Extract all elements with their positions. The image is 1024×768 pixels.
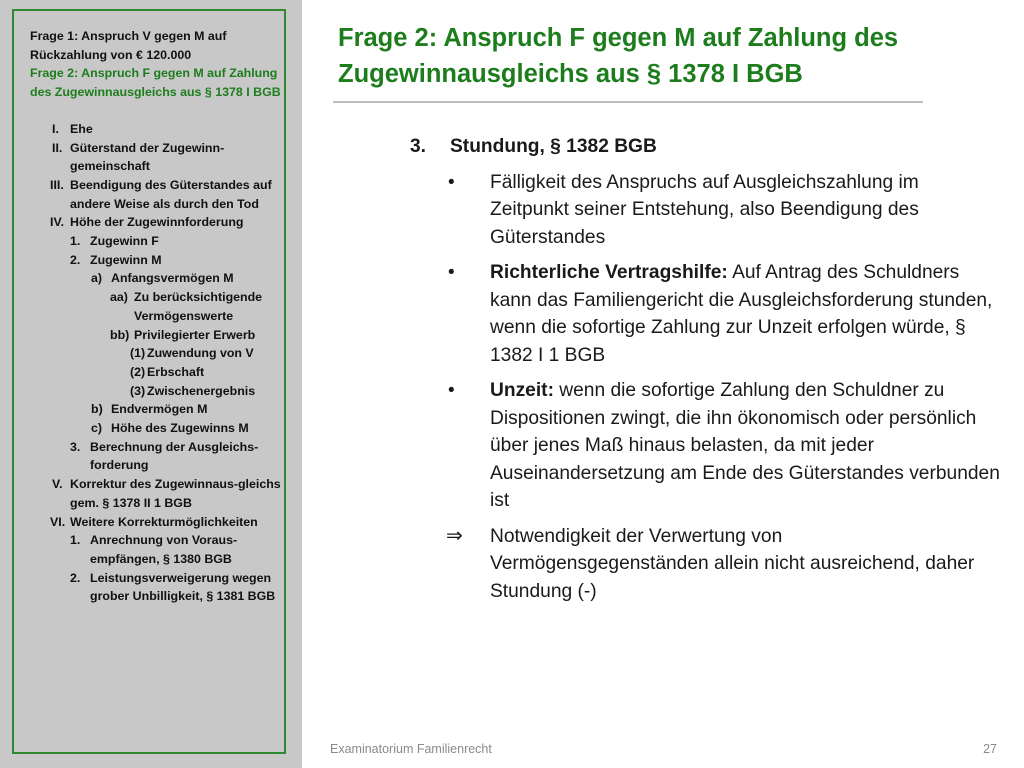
toc-item[interactable]: 2. Leistungsverweigerung wegen grober Unbilligkeit, § 1381 BGB	[70, 570, 276, 604]
table-of-contents	[30, 120, 288, 606]
bullet-icon: •	[448, 262, 455, 283]
toc-item[interactable]: aa) Zu berücksichtigende Vermögenswerte	[110, 290, 263, 323]
bullet-text: Notwendigkeit der Verwertung von Vermögensgegenständen allein nicht ausreichend, daher Stundung (-)	[490, 525, 975, 602]
bullet-icon: •	[448, 380, 455, 401]
title-divider	[333, 101, 923, 103]
bullet-item	[410, 259, 1000, 369]
toc-item[interactable]: 1. Anrechnung von Voraus-empfängen, § 1380 BGB	[70, 533, 238, 566]
footer-course-title: Examinatorium Familienrecht	[330, 742, 492, 756]
toc-item[interactable]: I. Ehe	[52, 121, 93, 136]
sidebar-outline	[30, 27, 288, 606]
toc-item[interactable]: 2. Zugewinn M	[70, 252, 162, 267]
section-number: 3.	[410, 136, 427, 157]
bullet-text: wenn die sofortige Zahlung den Schuldner zu Dispositionen zwingt, die ihn ökonomisch oder persönlich über jenes Maß hinaus belasten, da mit jeder Auseinandersetzung am Ende des Güterstandes verbunden ist	[490, 380, 1000, 511]
toc-item[interactable]: (3) Zwischenergebnis	[130, 383, 256, 398]
bullet-text: Auf Antrag des Schuldners kann das Familiengericht die Ausgleichsforderung stunden, wenn die sofortige Zahlung zur Unzeit erfolgen würde, § 1382 I 1 BGB	[490, 262, 993, 366]
sidebar-frage2: Frage 2: Anspruch F gegen M auf Zahlung des Zugewinnausgleichs aus § 1378 I BGB	[30, 66, 281, 100]
implies-arrow-icon: ⇒	[446, 524, 463, 547]
bullet-item	[410, 377, 1000, 515]
page-number: 27	[983, 742, 997, 756]
toc-item[interactable]: b) Endvermögen M	[91, 402, 208, 417]
toc-item[interactable]: 3. Berechnung der Ausgleichs-forderung	[70, 439, 259, 473]
toc-item[interactable]: (1) Zuwendung von V	[130, 346, 254, 361]
toc-item[interactable]: IV. Höhe der Zugewinnforderung	[50, 215, 244, 230]
bullet-item	[410, 523, 1000, 606]
bullet-icon: •	[448, 171, 455, 193]
slide-body	[410, 133, 1000, 613]
toc-item[interactable]: VI. Weitere Korrekturmöglichkeiten	[50, 514, 258, 529]
toc-item[interactable]: 1. Zugewinn F	[70, 234, 159, 249]
toc-item[interactable]: a) Anfangsvermögen M	[91, 271, 234, 286]
toc-item[interactable]: II. Güterstand der Zugewinn-gemeinschaft	[52, 140, 225, 174]
bullet-bold-lead: Unzeit:	[490, 380, 554, 401]
section-heading	[410, 133, 1000, 161]
toc-item[interactable]: III. Beendigung des Güterstandes auf andere Weise als durch den Tod	[50, 177, 272, 211]
bullet-item	[410, 169, 1000, 252]
sidebar-frage1: Frage 1: Anspruch V gegen M auf Rückzahlung von € 120.000	[30, 29, 227, 62]
slide-title: Frage 2: Anspruch F gegen M auf Zahlung des Zugewinnausgleichs aus § 1378 I BGB	[338, 24, 899, 88]
bullet-text: Fälligkeit des Anspruchs auf Ausgleichszahlung im Zeitpunkt seiner Entstehung, also Beendigung des Güterstandes	[490, 171, 919, 248]
toc-item[interactable]: bb) Privilegierter Erwerb	[110, 327, 256, 342]
toc-item[interactable]: (2) Erbschaft	[130, 364, 205, 379]
toc-item[interactable]: V. Korrektur des Zugewinnaus-gleichs gem. § 1378 II 1 BGB	[52, 477, 281, 510]
toc-item[interactable]: c) Höhe des Zugewinns M	[91, 421, 249, 436]
section-title: Stundung, § 1382 BGB	[450, 136, 657, 157]
bullet-bold-lead: Richterliche Vertragshilfe:	[490, 262, 728, 283]
